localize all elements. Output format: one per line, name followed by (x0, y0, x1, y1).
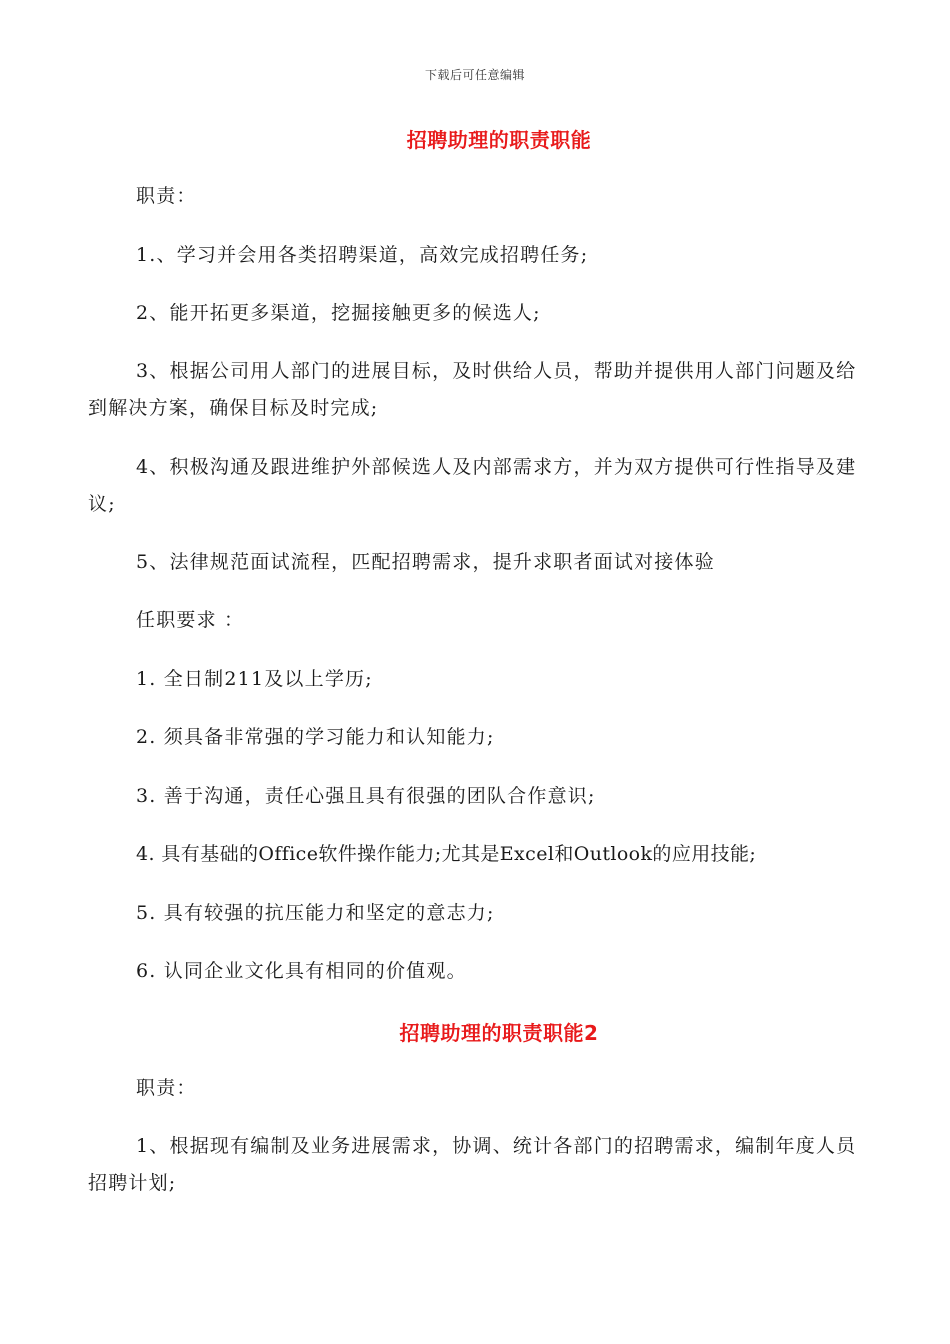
requirement-item-1: 1. 全日制211及以上学历; (136, 668, 373, 690)
requirements-label: 任职要求 ： (136, 609, 245, 631)
duty-item-4: 4、积极沟通及跟进维护外部候选人及内部需求方，并为双方提供可行性指导及建议; (88, 456, 857, 515)
requirement-item-4: 4. 具有基础的Office软件操作能力;尤其是Excel和Outlook的应用技能; (136, 843, 757, 865)
duty-item-3: 3、根据公司用人部门的进展目标，及时供给人员，帮助并提供用人部门问题及给到解决方案，确保目标及时完成; (88, 360, 857, 419)
section-title-2: 招聘助理的职责职能2 (399, 1021, 599, 1045)
requirement-item-3: 3. 善于沟通，责任心强且具有很强的团队合作意识; (136, 785, 596, 807)
header-note: 下载后可任意编辑 (424, 68, 525, 82)
duty-item-2-1: 1、根据现有编制及业务进展需求，协调、统计各部门的招聘需求，编制年度人员招聘计划; (88, 1135, 857, 1194)
duties-label: 职责： (136, 185, 197, 207)
duty-item-1: 1.、学习并会用各类招聘渠道，高效完成招聘任务; (136, 244, 589, 266)
duties-label-2: 职责： (136, 1077, 197, 1099)
requirement-item-2: 2. 须具备非常强的学习能力和认知能力; (136, 726, 495, 748)
page-title: 招聘助理的职责职能 (406, 128, 592, 152)
duty-item-5: 5、法律规范面试流程，匹配招聘需求，提升求职者面试对接体验 (136, 551, 715, 573)
duty-item-2: 2、能开拓更多渠道，挖掘接触更多的候选人; (136, 302, 541, 324)
requirement-item-6: 6. 认同企业文化具有相同的价值观。 (136, 960, 467, 982)
requirement-item-5: 5. 具有较强的抗压能力和坚定的意志力; (136, 902, 495, 924)
